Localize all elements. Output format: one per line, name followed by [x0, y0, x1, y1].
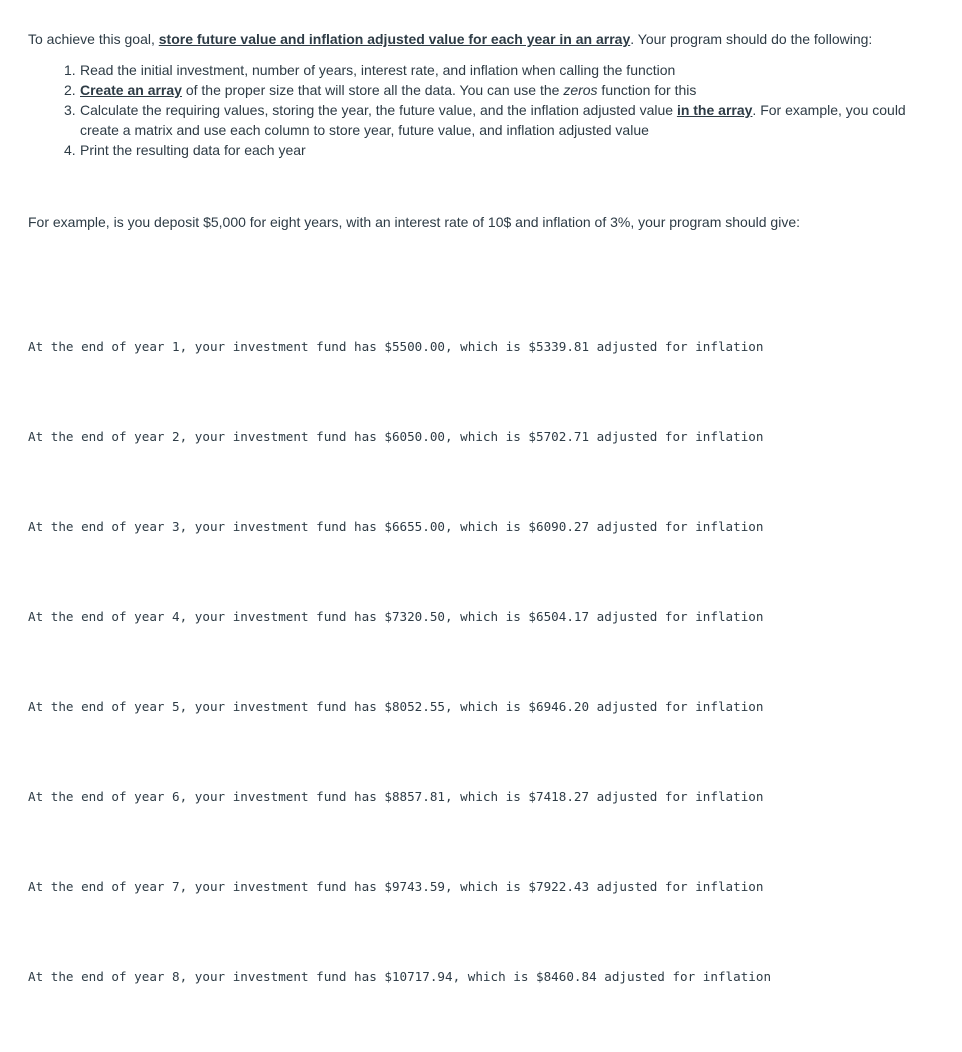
step-2-italic: zeros [563, 82, 598, 98]
step-item-3 [80, 100, 948, 140]
step-1-text: Read the initial investment, number of years, interest rate, and inflation when calling the function [80, 62, 676, 78]
intro-paragraph [28, 30, 948, 48]
step-item-2 [80, 80, 948, 100]
example-paragraph: For example, is you deposit $5,000 for eight years, with an interest rate of 10$ and inflation of 3%, your program should give: [28, 214, 800, 230]
assignment-content [28, 30, 948, 984]
step-4-text: Print the resulting data for each year [80, 142, 306, 158]
intro-text-after: . Your program should do the following: [630, 31, 873, 47]
step-2-text-after-italic: function for this [597, 82, 697, 98]
step-2-emphasis: Create an array [80, 82, 182, 98]
step-3-emphasis: in the array [676, 102, 753, 118]
output-line-6: At the end of year 6, your investment fund has $8857.81, which is $7418.27 adjusted for inflation [28, 789, 764, 804]
intro-text-before: To achieve this goal, [28, 31, 159, 47]
output-line-2: At the end of year 2, your investment fund has $6050.00, which is $5702.71 adjusted for inflation [28, 429, 764, 444]
program-output [28, 272, 771, 1052]
output-line-4: At the end of year 4, your investment fund has $7320.50, which is $6504.17 adjusted for inflation [28, 609, 764, 624]
output-line-3: At the end of year 3, your investment fund has $6655.00, which is $6090.27 adjusted for inflation [28, 519, 764, 534]
intro-emphasis: store future value and inflation adjusted value for each year in an array [158, 31, 631, 47]
step-item-1 [80, 60, 948, 80]
output-line-8: At the end of year 8, your investment fund has $10717.94, which is $8460.84 adjusted for inflation [28, 969, 772, 984]
output-line-1: At the end of year 1, your investment fund has $5500.00, which is $5339.81 adjusted for inflation [28, 339, 764, 354]
output-line-5: At the end of year 5, your investment fund has $8052.55, which is $6946.20 adjusted for inflation [28, 699, 764, 714]
step-item-4 [80, 140, 948, 160]
step-3-text-after: . For example, you could create a matrix and use each column to store year, future value, and inflation adjusted value [80, 102, 906, 138]
output-line-7: At the end of year 7, your investment fund has $9743.59, which is $7922.43 adjusted for inflation [28, 879, 764, 894]
step-2-text-before-italic: of the proper size that will store all the data. You can use the [181, 82, 564, 98]
steps-list [28, 60, 948, 160]
step-3-text-before: Calculate the requiring values, storing the year, the future value, and the inflation adjusted value [80, 102, 677, 118]
